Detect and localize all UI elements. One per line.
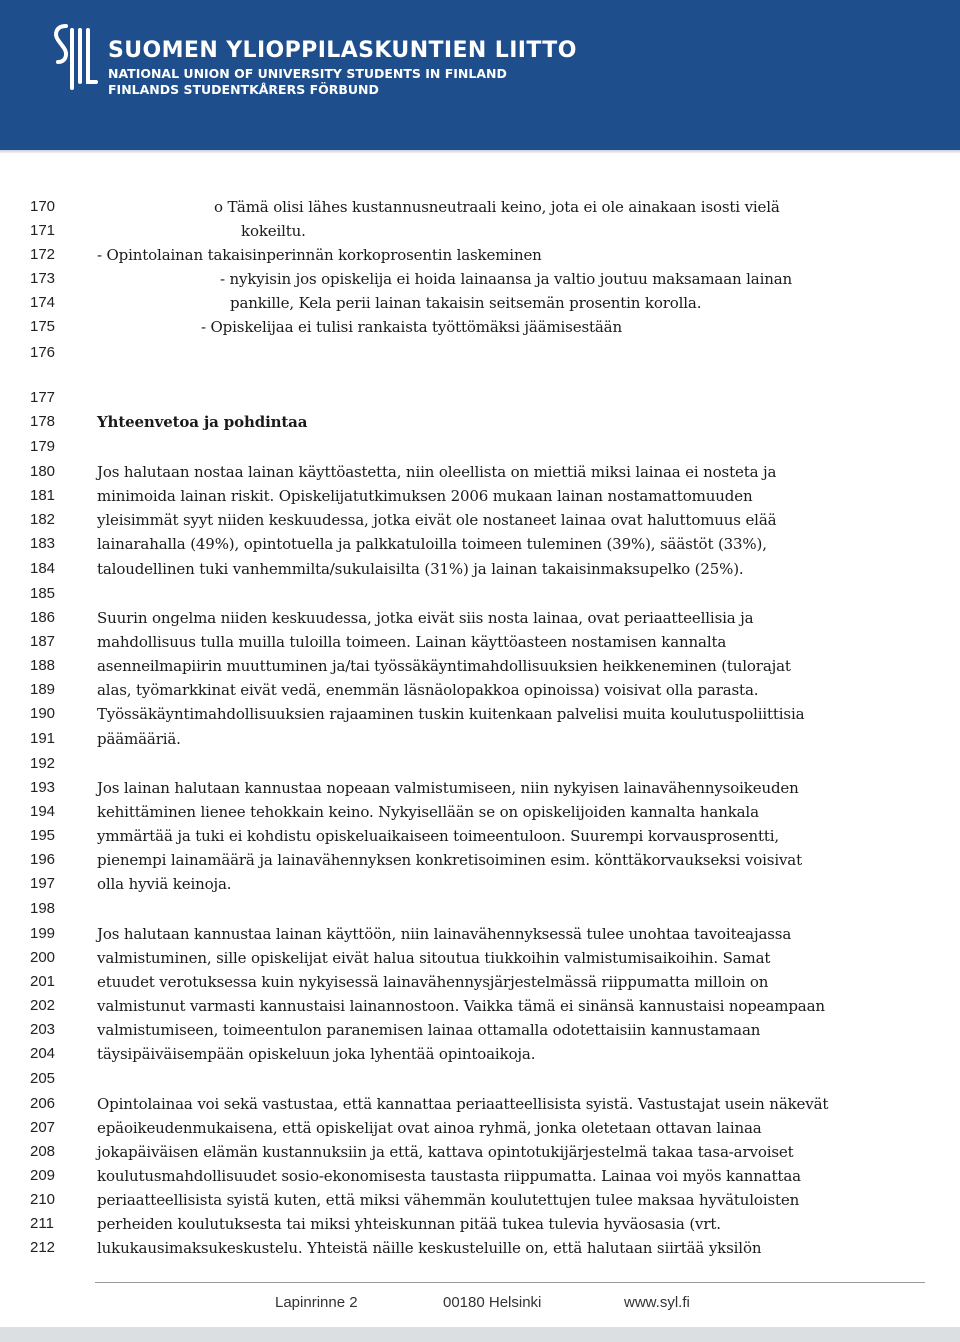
section-heading: Yhteenvetoa ja pohdintaa: [97, 413, 308, 431]
footer-divider: [95, 1282, 925, 1283]
paragraph-line: asenneilmapiirin muuttuminen ja/tai työssäkäyntimahdollisuuksien heikkeneminen (tulorajat: [97, 657, 791, 675]
header-banner: [0, 0, 960, 150]
line-number: 191: [30, 730, 56, 747]
footer-city: 00180 Helsinki: [443, 1294, 542, 1311]
paragraph-line: Opintolainaa voi sekä vastustaa, että kannattaa periaatteellisista syistä. Vastustajat usein näkevät: [97, 1095, 829, 1113]
line-number: 212: [30, 1239, 56, 1256]
paragraph-line: koulutusmahdollisuudet sosio-ekonomisesta taustasta riippumatta. Lainaa voi myös kannattaa: [97, 1167, 801, 1185]
paragraph-line: jokapäiväisen elämän kustannuksiin ja että, kattava opintotukijärjestelmä takaa tasa-arvoiset: [97, 1143, 794, 1161]
line-number: 179: [30, 438, 56, 455]
paragraph-line: Työssäkäyntimahdollisuuksien rajaaminen tuskin kuitenkaan palvelisi muita koulutuspoliittisia: [97, 705, 805, 723]
paragraph-line: taloudellinen tuki vanhemmilta/sukulaisilta (31%) ja lainan takaisinmaksupelko (25%).: [97, 560, 744, 578]
paragraph-line: alas, työmarkkinat eivät vedä, enemmän läsnäolopakkoa opinoissa) voisivat olla parasta.: [97, 681, 759, 699]
bullet-item: o Tämä olisi lähes kustannusneutraali keino, jota ei ole ainakaan isosti vielä: [214, 198, 780, 216]
sub-bullet-item: - nykyisin jos opiskelija ei hoida lainaansa ja valtio joutuu maksamaan lainan: [220, 270, 793, 288]
line-number: 193: [30, 779, 56, 796]
line-number: 176: [30, 344, 56, 361]
paragraph-line: täysipäiväisempään opiskeluun joka lyhentää opintoaikoja.: [97, 1045, 536, 1063]
line-number: 173: [30, 270, 56, 287]
paragraph-line: valmistuminen, sille opiskelijat eivät halua sitoutua tiukkoihin valmistumisaikoihin. Samat: [97, 949, 771, 967]
line-number: 199: [30, 925, 56, 942]
sub-bullet-item: - Opiskelijaa ei tulisi rankaista työttömäksi jäämisestään: [201, 318, 622, 336]
header-shadow: [0, 150, 960, 154]
paragraph-line: mahdollisuus tulla muilla tuloilla toimeen. Lainan käyttöasteen nostamisen kannalta: [97, 633, 727, 651]
line-number: 182: [30, 511, 56, 528]
paragraph-line: ymmärtää ja tuki ei kohdistu opiskeluaikaiseen toimeentuloon. Suurempi korvausprosentti,: [97, 827, 780, 845]
line-number: 194: [30, 803, 56, 820]
sub-bullet-continuation: pankille, Kela perii lainan takaisin seitsemän prosentin korolla.: [230, 294, 702, 312]
line-number: 204: [30, 1045, 56, 1062]
footer-address: Lapinrinne 2: [275, 1294, 358, 1311]
line-number: 210: [30, 1191, 56, 1208]
line-number: 205: [30, 1070, 56, 1087]
footer-website-link[interactable]: www.syl.fi: [624, 1294, 690, 1311]
line-number: 187: [30, 633, 56, 650]
line-number: 196: [30, 851, 56, 868]
line-number: 202: [30, 997, 56, 1014]
paragraph-line: valmistunut varmasti kannustaisi lainannostoon. Vaikka tämä ei sinänsä kannustaisi nopeampaan: [97, 997, 825, 1015]
line-number: 172: [30, 246, 56, 263]
line-number: 208: [30, 1143, 56, 1160]
paragraph-line: pienempi lainamäärä ja lainavähennyksen konkretisoiminen esim. könttäkorvaukseksi voisivat: [97, 851, 802, 869]
org-name-swedish: FINLANDS STUDENTKÅRERS FÖRBUND: [108, 82, 379, 97]
bullet-item: - Opintolainan takaisinperinnän korkoprosentin laskeminen: [97, 246, 542, 264]
line-number: 177: [30, 389, 56, 406]
paragraph-line: lainarahalla (49%), opintotuella ja palkkatuloilla toimeen tuleminen (39%), säästöt (33%),: [97, 535, 767, 553]
line-number: 183: [30, 535, 56, 552]
line-number: 180: [30, 463, 56, 480]
paragraph-line: Jos halutaan nostaa lainan käyttöastetta, niin oleellista on miettiä miksi lainaa ei nosteta ja: [97, 463, 777, 481]
paragraph-line: Jos halutaan kannustaa lainan käyttöön, niin lainavähennyksessä tulee unohtaa tavoiteajassa: [97, 925, 792, 943]
line-number: 171: [30, 222, 56, 239]
line-number: 181: [30, 487, 56, 504]
line-number: 186: [30, 609, 56, 626]
line-number: 203: [30, 1021, 56, 1038]
line-number: 201: [30, 973, 56, 990]
line-number: 184: [30, 560, 56, 577]
paragraph-line: yleisimmät syyt niiden keskuudessa, jotka eivät ole nostaneet lainaa ovat haluttomuus elää: [97, 511, 777, 529]
paragraph-line: lukukausimaksukeskustelu. Yhteistä näille keskusteluille on, että halutaan siirtää yksilön: [97, 1239, 762, 1257]
line-number: 192: [30, 755, 56, 772]
syl-logo-icon: [50, 22, 98, 92]
org-name-finnish: SUOMEN YLIOPPILASKUNTIEN LIITTO: [108, 38, 577, 63]
line-number: 197: [30, 875, 56, 892]
line-number: 209: [30, 1167, 56, 1184]
line-number: 185: [30, 585, 56, 602]
paragraph-line: minimoida lainan riskit. Opiskelijatutkimuksen 2006 mukaan lainan nostamattomuuden: [97, 487, 753, 505]
line-number: 195: [30, 827, 56, 844]
line-number: 170: [30, 198, 56, 215]
line-number: 198: [30, 900, 56, 917]
line-number: 200: [30, 949, 56, 966]
line-number: 175: [30, 318, 56, 335]
line-number: 207: [30, 1119, 56, 1136]
paragraph-line: päämääriä.: [97, 730, 181, 748]
line-number: 211: [30, 1215, 54, 1232]
paragraph-line: valmistumiseen, toimeentulon paranemisen lainaa ottamalla odotettaisiin kannustamaan: [97, 1021, 761, 1039]
paragraph-line: periaatteellisista syistä kuten, että miksi vähemmän koulutettujen tulee maksaa hyvätuloisten: [97, 1191, 800, 1209]
line-number: 188: [30, 657, 56, 674]
paragraph-line: epäoikeudenmukaisena, että opiskelijat ovat ainoa ryhmä, jonka oletetaan ottavan lainaa: [97, 1119, 762, 1137]
line-number: 206: [30, 1095, 56, 1112]
org-name-english: NATIONAL UNION OF UNIVERSITY STUDENTS IN FINLAND: [108, 66, 507, 81]
line-number: 174: [30, 294, 56, 311]
paragraph-line: Jos lainan halutaan kannustaa nopeaan valmistumiseen, niin nykyisen lainavähennysoikeuden: [97, 779, 799, 797]
bullet-item-continuation: kokeiltu.: [241, 222, 306, 240]
paragraph-line: etuudet verotuksessa kuin nykyisessä lainavähennysjärjestelmässä riippumatta milloin on: [97, 973, 769, 991]
paragraph-line: kehittäminen lienee tehokkain keino. Nykyisellään se on opiskelijoiden kannalta hankala: [97, 803, 759, 821]
footer-band: [0, 1327, 960, 1342]
line-number: 189: [30, 681, 56, 698]
paragraph-line: perheiden koulutuksesta tai miksi yhteiskunnan pitää tukea tulevia hyväosasia (vrt.: [97, 1215, 721, 1233]
line-number: 190: [30, 705, 56, 722]
line-number: 178: [30, 413, 56, 430]
paragraph-line: Suurin ongelma niiden keskuudessa, jotka eivät siis nosta lainaa, ovat periaatteellisia ja: [97, 609, 754, 627]
paragraph-line: olla hyviä keinoja.: [97, 875, 232, 893]
